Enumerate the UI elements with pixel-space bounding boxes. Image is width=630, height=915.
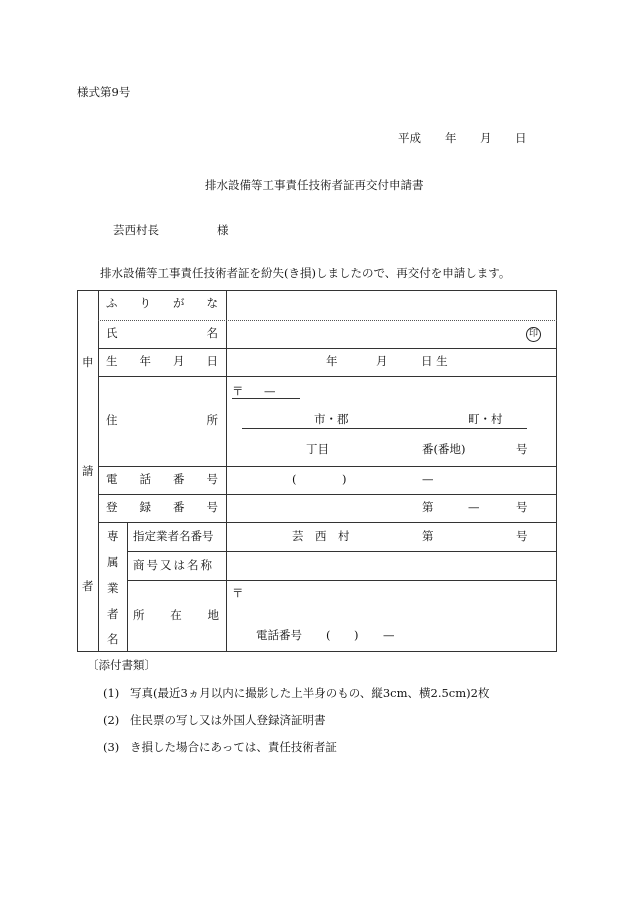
seal-icon: 印 <box>526 327 541 342</box>
designated-village: 芸 西 村 <box>292 529 350 543</box>
exclusive-label-char: 業 <box>107 581 119 595</box>
location-paren-open: ( <box>326 628 331 642</box>
furigana-label: ふ り が な <box>106 296 218 310</box>
exclusive-label-char: 名 <box>107 632 119 646</box>
banchi: 番(番地) <box>422 442 466 456</box>
location-dash: — <box>383 628 395 642</box>
postal-mark: 〒 <box>232 384 244 398</box>
form-title: 排水設備等工事責任技術者証再交付申請書 <box>205 178 424 192</box>
phone-paren-close: ) <box>342 472 347 486</box>
location-phone-label: 電話番号 <box>256 628 302 642</box>
addressee-name: 芸西村長 <box>113 223 159 237</box>
designated-number-label: 指定業者名番号 <box>133 529 214 543</box>
exclusive-label-char: 者 <box>107 607 119 621</box>
trade-name-label: 商号又は名称 <box>133 558 214 572</box>
go: 号 <box>516 442 528 456</box>
attachment-number: (1) <box>103 686 120 700</box>
attachments-heading: 〔添付書類〕 <box>87 658 156 672</box>
city-district: 市・郡 <box>314 412 349 426</box>
registration-dai: 第 <box>422 500 434 514</box>
location-label: 所 在 地 <box>133 608 219 622</box>
date-year: 年 <box>445 131 457 145</box>
exclusive-label-char: 属 <box>107 555 119 569</box>
applicant-label-char: 者 <box>82 579 94 593</box>
name-label: 氏 名 <box>106 326 218 340</box>
birth-label: 生 年 月 日 <box>106 354 218 368</box>
location-postal-mark: 〒 <box>232 586 244 600</box>
attachment-text: 写真(最近3ヵ月以内に撮影した上半身のもの、縦3cm、横2.5cm)2枚 <box>130 686 490 700</box>
birth-year: 年 <box>326 354 338 368</box>
registration-label: 登 録 番 号 <box>106 500 218 514</box>
birth-month: 月 <box>376 354 388 368</box>
registration-go: 号 <box>516 500 528 514</box>
birth-day-born: 日 生 <box>421 354 448 368</box>
exclusive-label-char: 専 <box>107 529 119 543</box>
chome: 丁目 <box>306 442 329 456</box>
address-label: 住 所 <box>106 413 218 427</box>
town-village: 町・村 <box>468 412 503 426</box>
location-paren-close: ) <box>354 628 359 642</box>
phone-paren-open: ( <box>292 472 297 486</box>
request-statement: 排水設備等工事責任技術者証を紛失(き損)しましたので、再交付を申請します。 <box>100 266 511 280</box>
designated-go: 号 <box>516 529 528 543</box>
attachment-text: き損した場合にあっては、責任技術者証 <box>130 740 337 754</box>
date-era: 平成 <box>398 131 421 145</box>
phone-label: 電 話 番 号 <box>106 472 218 486</box>
attachment-text: 住民票の写し又は外国人登録済証明書 <box>130 713 326 727</box>
addressee-honorific: 様 <box>217 223 229 237</box>
phone-dash: — <box>422 472 434 486</box>
attachment-number: (3) <box>103 740 120 754</box>
postal-dash: — <box>264 384 276 398</box>
attachment-number: (2) <box>103 713 120 727</box>
date-day: 日 <box>515 131 527 145</box>
date-month: 月 <box>480 131 492 145</box>
table-border <box>77 290 557 652</box>
applicant-label-char: 申 <box>82 355 94 369</box>
form-number: 様式第9号 <box>77 85 131 99</box>
designated-dai: 第 <box>422 529 434 543</box>
registration-dash: — <box>468 500 480 514</box>
applicant-label-char: 請 <box>82 464 94 478</box>
